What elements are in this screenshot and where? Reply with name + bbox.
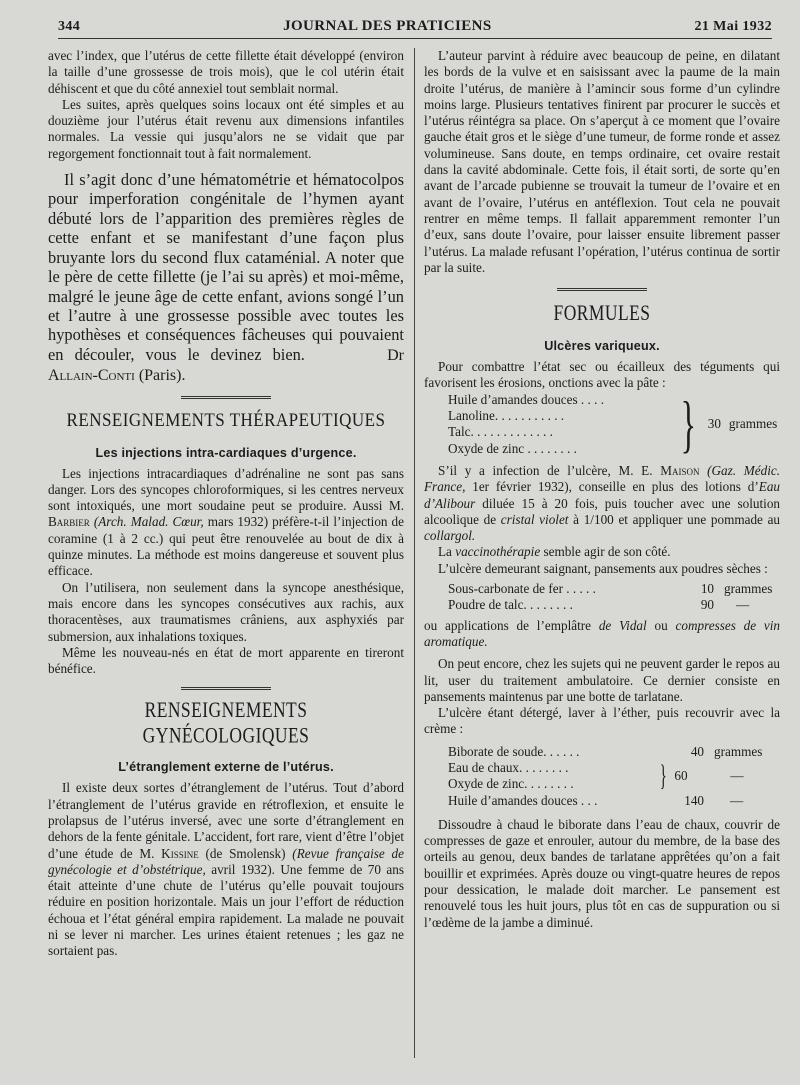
paragraph: On l’utilisera, non seulement dans la syncope anesthésique, mais encore dans les syncopes consécutives aux rachis, aux thoracentèses, aux traumatismes crâniens, aux asphyxiés par submersion, aux inhalations toxiques.	[48, 579, 404, 644]
ingredient: Oxyde de zinc. . . . . . . .	[448, 776, 574, 792]
page-header	[58, 18, 772, 35]
reference: (Gaz. Médic. France,	[424, 462, 781, 495]
page-number: 344	[58, 19, 81, 34]
section-separator	[181, 687, 271, 692]
remedy: de Vidal	[598, 617, 647, 633]
ingredient: Poudre de talc. . . . . . . .	[448, 597, 573, 613]
recipe-powders	[448, 581, 780, 614]
recipe-row	[448, 793, 780, 809]
quantity: 30	[707, 416, 721, 432]
paragraph: Les suites, après quelques soins locaux ont été simples et au douzième jour l’utérus était revenu aux dimensions infantiles normales. La vessie qui jusqu’alors ne se vidait que par regorgement fonctionnait tout à fait normalement.	[48, 96, 404, 161]
paragraph: Dissoudre à chaud le biborate dans l’eau de chaux, couvrir de compresses de gaze et enrouler, autour du membre, de la base des orteils au genou, deux bandes de tarlatane apprêtées qu’on a fait bouillir et exprimées. Après douze ou vingt-quatre heures de repos pour dessication, le malade doit marcher. Le pansement est renouvelé tous les huit jours, plus tôt en cas de suppuration ou si l’œdème de la jambe a diminué.	[424, 816, 780, 930]
text: 1er février 1932),	[472, 479, 572, 495]
article-subtitle: Les injections intra-cardiaques d’urgence.	[95, 445, 357, 460]
right-column	[424, 48, 780, 931]
brace: }	[659, 759, 667, 793]
unit: grammes	[728, 416, 778, 432]
left-column	[48, 48, 404, 960]
journal-title: JOURNAL DES PRATICIENS	[283, 18, 492, 34]
ingredient: Talc. . . . . . . . . . . . .	[448, 424, 553, 440]
text: diluée 15 à 20 fois, puis toucher avec une solution alcoolique de	[424, 495, 781, 527]
paragraph	[48, 466, 404, 580]
paragraph: L’ulcère demeurant saignant, pansements aux poudres sèches :	[438, 560, 768, 576]
article-subtitle: Ulcères variqueux.	[544, 339, 660, 354]
author-name: Maison	[660, 462, 700, 478]
ingredient: Huile d’amandes douces . . . .	[448, 391, 605, 407]
paragraph: avec l’index, que l’utérus de cette fillette était développé (environ la taille d’une grossesse de trois mois), que le col utérin était déhiscent et que du côté annexiel tout semblait normal.	[48, 48, 404, 96]
unit: —	[730, 768, 744, 784]
ingredient: Oxyde de zinc . . . . . . . .	[448, 440, 577, 456]
author-name: Barbier	[48, 514, 90, 530]
section-separator	[181, 396, 271, 401]
recipe-row	[448, 597, 780, 613]
paragraph	[424, 618, 780, 651]
recipe-row	[448, 581, 780, 597]
section-title-formules: FORMULES	[553, 301, 651, 326]
reference: (Revue française de gynécologie et d’obstétrique,	[48, 845, 404, 877]
recipe-paste	[448, 388, 780, 460]
header-rule	[58, 38, 772, 39]
signature-name: Allain-Conti	[48, 367, 135, 385]
issue-date: 21 Mai 1932	[694, 19, 772, 34]
ingredient: Biborate de soude. . . . . .	[448, 743, 580, 759]
section-title-gynecologiques: RENSEIGNEMENTS GYNÉCOLOGIQUES	[142, 699, 310, 749]
remedy: Eau d’Alibour	[424, 479, 781, 511]
remedy: collargol.	[424, 528, 476, 544]
paragraph: L’auteur parvint à réduire avec beaucoup de peine, en dilatant les bords de la vulve et en saisissant avec la paume de la main droite l’utérus, de manière à l’amincir sous forme d’un cylindre moins large. Plusieurs tentatives finirent par procurer le succès et l’utérus réintégra sa place. On s’aperçut à ce moment que l’ovaire gauche était gros et le siège d’une tumeur, de forme ronde et assez volumineuse. Sans doute, en temps ordinaire, cet ovaire restait dans la cavité abdominale. Cette fois, il était sorti, de sorte qu’en avant de l’arcade pubienne se trouvait la tumeur de l’ovaire et en avant de l’ovaire, l’utérus en antéflexion. Tout cela ne pouvait rentrer en même temps. Il fallait apparemment remonter l’un d’eux, sans doute l’ovaire, pour laisser ensuite librement passer l’utérus. La malade refusant l’opération, l’utérus continua de sortir par la suite.	[424, 48, 780, 275]
paragraph	[424, 463, 780, 544]
quantity: 140	[684, 792, 704, 808]
unit: grammes	[714, 743, 763, 759]
quantity: 90	[700, 597, 714, 613]
text: ou	[654, 617, 668, 633]
unit: —	[730, 792, 744, 808]
paragraph: On peut encore, chez les sujets qui ne peuvent garder le repos au lit, user du traitement ambulatoire. Ce dernier consiste en pansements maintenus par une botte de tarlatane.	[424, 656, 780, 704]
signature-place: (Paris).	[138, 367, 186, 385]
text: semble agir de son côté.	[543, 544, 671, 560]
ingredient-list	[448, 760, 656, 793]
signature-title: Dr	[387, 346, 404, 364]
text: avril 1932). Une femme de 70 ans était atteinte d’une chute de l’utérus qu’elle pouvait toujours réduire en position horizontale. Mais un jour l’effort de réduction échoua et l’état général empira rapidement. La malade ne pouvait ni se lever ni marcher. Les urines étaient retenues ; les gaz ne sortaient pas.	[48, 861, 405, 959]
recipe-cream	[448, 744, 780, 809]
text: mars 1932) préfère-t-il l’injection de coramine (1 à 2 cc.) qui peut être renouvelée au bout de dix à quinze minutes. La méthode est moins dangereuse et souvent plus efficace.	[48, 514, 405, 579]
section-title-therapeutiques: RENSEIGNEMENTS THÉRAPEUTIQUES	[66, 410, 386, 431]
conclusion-text: Il s’agit donc d’une hématométrie et hématocolpos pour imperforation congénitale de l’hymen ayant débuté lors de l’apparition des premières règles de cette enfant et se manifestant d’une façon plus bruyante lors du second flux cataménial. A noter que le père de cette fillette (je l’ai su après) et moi-même, malgré le jeune âge de cette enfant, avions songé l’un et l’autre à une grossesse possible avec toutes les hypothèses et conséquences fâcheuses qui pouvaient en découler, vous le devinez bien.	[48, 170, 404, 364]
text: La	[438, 544, 452, 560]
paragraph: Même les nouveau-nés en état de mort apparente en tireront bénéfice.	[48, 644, 404, 677]
remedy: cristal violet	[500, 511, 569, 527]
ingredient: Eau de chaux. . . . . . . .	[448, 759, 569, 775]
text: Les injections intracardiaques d’adrénaline ne sont pas sans danger. Lors des syncopes chloroformiques, si les centres nerveux sont intoxiqués, une mort soudaine peut se produire. Aussi M.	[48, 465, 404, 514]
column-divider	[414, 48, 415, 1058]
recipe-row	[448, 744, 780, 760]
section-separator	[557, 288, 647, 293]
unit: grammes	[724, 581, 773, 597]
paragraph	[48, 780, 404, 959]
quantity: 60	[674, 768, 688, 784]
text: ou applications de l’emplâtre	[424, 617, 591, 633]
paragraph: Pour combattre l’état sec ou écailleux des téguments qui favorisent les érosions, onctions avec la pâte :	[424, 359, 780, 391]
brace: }	[680, 388, 697, 460]
article-subtitle: L’étranglement externe de l’utérus.	[118, 760, 334, 775]
ingredient: Lanoline. . . . . . . . . . .	[448, 408, 565, 424]
reference: (Arch. Malad. Cœur,	[93, 514, 204, 530]
text: à 1/100 et appliquer une pommade au	[573, 511, 781, 527]
unit: —	[736, 597, 750, 613]
text: conseille en plus des lotions d’	[578, 479, 759, 495]
ingredient: Huile d’amandes douces . . .	[448, 792, 598, 808]
text: Il existe deux sortes d’étranglement de l’utérus. Tout d’abord l’étranglement de l’utérus gravide en rétroflexion, et ensuite le prolapsus de l’utérus inversé, avec une sorte d’étranglement en dehors de la fente génitale. L’accident, fort rare, vient d’être l’objet d’une étude de M.	[48, 780, 404, 861]
quantity: 10	[700, 581, 714, 597]
author-name: Kissine	[161, 845, 199, 861]
ingredient-list	[448, 392, 673, 457]
remedy: vaccinothérapie	[455, 544, 541, 560]
paragraph	[424, 544, 780, 560]
ingredient: Sous-carbonate de fer . . . . .	[448, 581, 596, 597]
quantity: 40	[690, 743, 704, 759]
remedy: compresses de vin aromatique.	[424, 617, 781, 649]
conclusion-paragraph	[48, 170, 404, 385]
text: S’il y a infection de l’ulcère, M. E.	[438, 462, 653, 478]
paragraph: L’ulcère étant détergé, laver à l’éther, puis recouvrir avec la crème :	[424, 705, 780, 737]
text: (de Smolensk)	[205, 845, 286, 861]
recipe-row-braced	[448, 760, 780, 793]
